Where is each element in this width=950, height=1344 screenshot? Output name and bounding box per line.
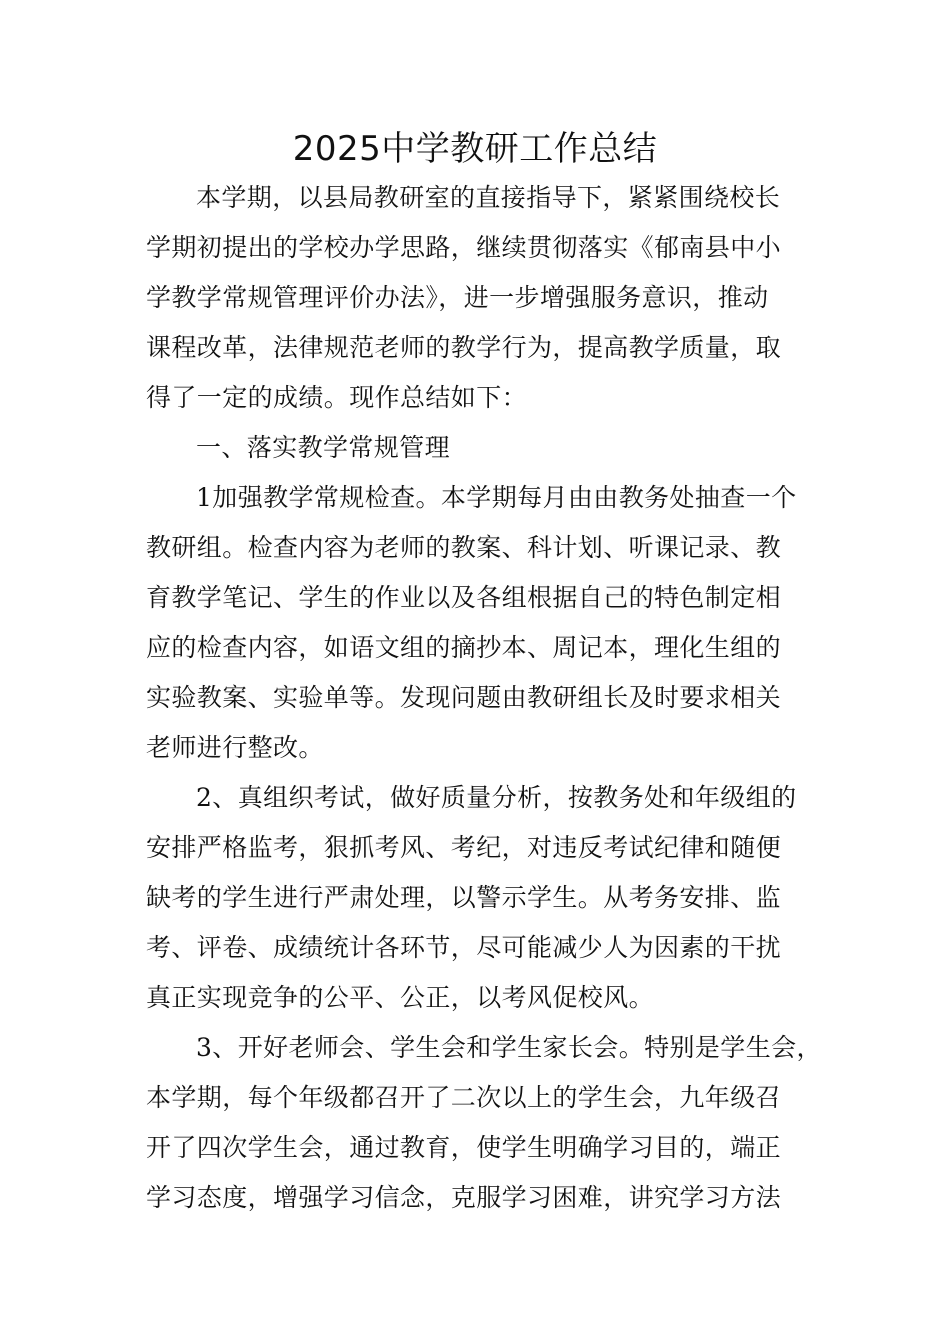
paragraph-3-line-2: 安排严格监考，狠抓考风、考纪，对违反考试纪律和随便 <box>146 833 782 862</box>
paragraph-2-line-2: 教研组。检查内容为老师的教案、科计划、听课记录、教 <box>146 533 782 562</box>
paragraph-1-line-3: 学教学常规管理评价办法》，进一步增强服务意识，推动 <box>146 283 769 312</box>
paragraph-1-line-1: 本学期，以县局教研室的直接指导下，紧紧围绕校长 <box>196 183 781 212</box>
paragraph-4-line-4: 学习态度，增强学习信念，克服学习困难，讲究学习方法 <box>146 1183 782 1212</box>
document-title: 2025中学教研工作总结 <box>292 129 658 169</box>
paragraph-3-line-4: 考、评卷、成绩统计各环节，尽可能减少人为因素的干扰 <box>146 933 782 962</box>
paragraph-2-line-3: 育教学笔记、学生的作业以及各组根据自己的特色制定相 <box>146 583 782 612</box>
paragraph-2-line-5: 实验教案、实验单等。发现问题由教研组长及时要求相关 <box>146 683 782 712</box>
paragraph-1-line-4: 课程改革，法律规范老师的教学行为，提高教学质量，取 <box>146 333 782 362</box>
paragraph-3-line-5: 真正实现竞争的公平、公正，以考风促校风。 <box>146 983 655 1012</box>
paragraph-3-line-3: 缺考的学生进行严肃处理，以警示学生。从考务安排、监 <box>146 883 782 912</box>
paragraph-4-line-2: 本学期，每个年级都召开了二次以上的学生会，九年级召 <box>146 1083 782 1112</box>
paragraph-1-line-5: 得了一定的成绩。现作总结如下： <box>146 383 528 412</box>
paragraph-1-line-2: 学期初提出的学校办学思路，继续贯彻落实《郁南县中小 <box>146 233 782 262</box>
paragraph-4-line-3: 开了四次学生会，通过教育，使学生明确学习目的，端正 <box>146 1133 782 1162</box>
paragraph-2-line-4: 应的检查内容，如语文组的摘抄本、周记本，理化生组的 <box>146 633 782 662</box>
section-heading-1: 一、落实教学常规管理 <box>196 433 451 462</box>
paragraph-3-line-1: 2、真组织考试，做好质量分析，按教务处和年级组的 <box>196 783 797 812</box>
paragraph-2-line-6: 老师进行整改。 <box>146 733 324 762</box>
paragraph-4-line-1: 3、开好老师会、学生会和学生家长会。特别是学生会， <box>196 1033 822 1062</box>
paragraph-2-line-1: 1加强教学常规检查。本学期每月由由教务处抽查一个 <box>196 483 797 512</box>
